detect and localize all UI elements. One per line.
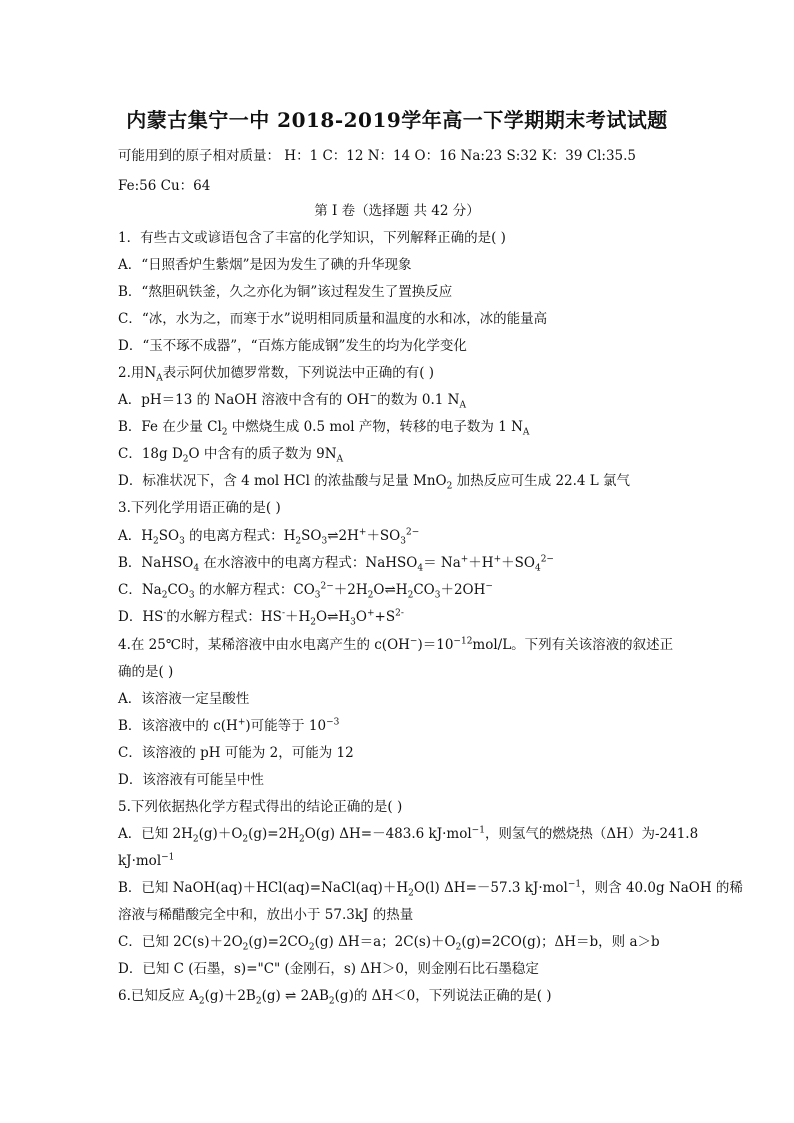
q3-option-b: B．NaHSO$_4$ 在水溶液中的电离方程式：NaHSO$_4$＝ $Na^++H^++SO_4^{2-}$: [118, 554, 554, 574]
q4-stem-line-1: 4.在 25℃时，某稀溶液中由水电离产生的 $c(OH^-)=10^{-12}mol/L$。下列有关该溶液的叙述正: [118, 636, 674, 653]
q1-option-b: B．“熬胆矾铁釜，久之亦化为铜”该过程发生了置换反应: [118, 284, 453, 300]
q4-option-c: C．该溶液的 pH 可能为 2，可能为 12: [118, 745, 354, 761]
equilibrium-arrow-icon: ⇌: [384, 582, 396, 598]
equilibrium-arrow-icon: ⇌: [327, 609, 339, 625]
q5-option-b-continued: 溶液与稀醋酸完全中和，放出小于 57.3kJ 的热量: [118, 907, 414, 923]
atomic-masses-line-2: Fe:56 Cu：64: [118, 178, 211, 194]
q1-option-a: A．“日照香炉生紫烟”是因为发生了碘的升华现象: [118, 257, 412, 273]
q4-option-d: D．该溶液有可能呈中性: [118, 772, 264, 788]
section-heading: 第 I 卷（选择题 共 42 分）: [314, 203, 480, 219]
q3-stem: 3.下列化学用语正确的是( ): [118, 500, 281, 516]
q3-option-c: C．$Na_2CO_3$ 的水解方程式：$CO_3^{2-}+2H_2O\rightleftharpoons H_2CO_3+2OH^-$: [118, 581, 493, 601]
q2-option-d: D．标准状况下，含 4 mol HCl 的浓盐酸与足量 MnO$_2$ 加热反应可生成 22.4 L 氯气: [118, 473, 631, 492]
q2-option-b: B．Fe 在少量 $Cl_2$ 中燃烧生成 0.5 mol 产物，转移的电子数为 1 $N_A$: [118, 419, 530, 438]
atomic-masses-line-1: 可能用到的原子相对质量： H：1 C：12 N：14 O：16 Na:23 S:32 K：39 Cl:35.5: [118, 148, 637, 164]
q2-option-a: A．pH＝13 的 NaOH 溶液中含有的 OH−的数为 0.1 $N_A$: [118, 391, 466, 411]
q4-option-a: A．该溶液一定呈酸性: [118, 691, 250, 707]
q3-option-a: A．$H_2SO_3$ 的电离方程式：$H_2SO_3\rightleftharpoons 2H^++SO_3^{2-}$: [118, 527, 420, 547]
q3-option-d: D．HS-的水解方程式：$HS^-+H_2O\rightleftharpoons H_3O^++S^{2-}$: [118, 608, 404, 628]
equilibrium-arrow-icon: ⇌: [327, 528, 339, 544]
q5-option-c: C．已知 $2C(s)+2O_2(g)=2CO_2(g)$ ΔH＝a；$2C(s)+O_2(g)=2CO(g)$；ΔH＝b，则 a＞b: [118, 934, 660, 953]
page-title: 内蒙古集宁一中 2018-2019学年高一下学期期末考试试题: [126, 108, 668, 132]
q4-stem-line-2: 确的是( ): [118, 664, 174, 680]
q1-option-c: C．“冰，水为之，而寒于水”说明相同质量和温度的水和冰，冰的能量高: [118, 311, 548, 327]
q2-option-c: C．18g $D_2O$ 中含有的质子数为 $9N_A$: [118, 446, 344, 465]
q5-option-a-continued: kJ·mol$^{-1}$: [118, 852, 175, 869]
q1-stem: 1．有些古文或谚语包含了丰富的化学知识，下列解释正确的是( ): [118, 230, 506, 246]
q5-stem: 5.下列依据热化学方程式得出的结论正确的是( ): [118, 799, 403, 815]
q4-option-b: B．该溶液中的 c(H+)可能等于 $10^{-3}$: [118, 717, 340, 734]
q2-stem: 2.用$N_A$表示阿伏加德罗常数，下列说法中正确的有( ): [118, 365, 435, 384]
q5-option-d: D．已知 C (石墨，s)="C" (金刚石，s) ΔH＞0，则金刚石比石墨稳定: [118, 961, 539, 977]
q1-option-d: D．“玉不琢不成器”，“百炼方能成钢”发生的均为化学变化: [118, 338, 467, 354]
q5-option-b: B．已知 $NaOH(aq)+HCl(aq)=NaCl(aq)+H_2O(l)$ ΔH=－57.3 kJ·mol$^{-1}$，则含 40.0g NaOH 的稀: [118, 879, 743, 899]
q6-stem: 6.已知反应 $A_2(g)+2B_2(g)$ ⇌ $2AB_2(g)$的 ΔH＜0，下列说法正确的是( ): [118, 988, 552, 1007]
q5-option-a: A．已知 $2H_2(g)+O_2(g)=2H_2O(g)$ ΔH=－483.6 kJ·mol$^{-1}$，则氢气的燃烧热（ΔH）为-241.8: [118, 825, 699, 845]
